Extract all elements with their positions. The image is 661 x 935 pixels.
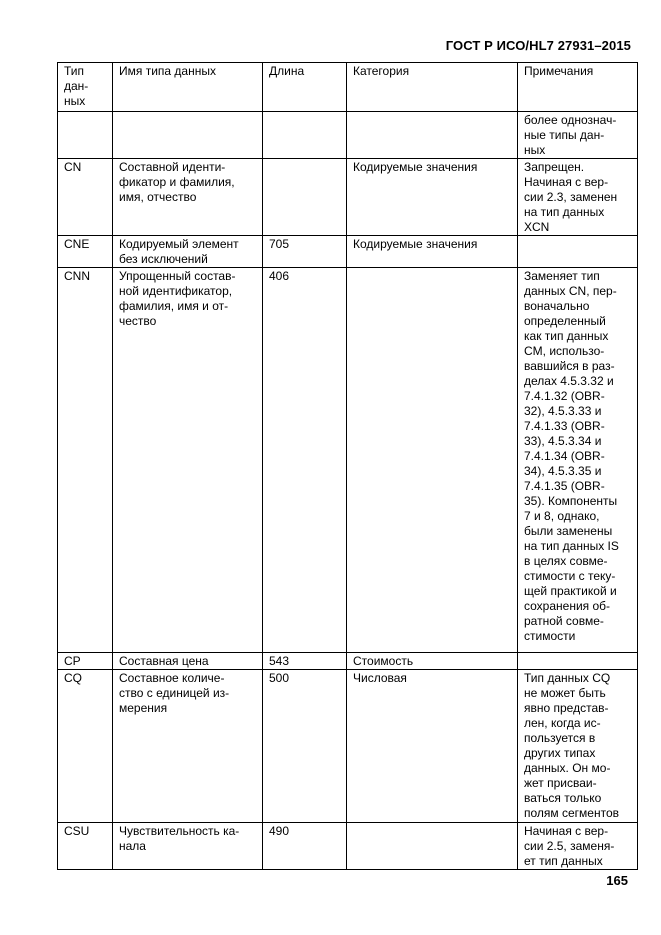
- cell-category: [347, 159, 518, 236]
- cell-category: [347, 112, 518, 159]
- cell-category: [347, 268, 518, 653]
- cell-notes: [518, 653, 638, 670]
- column-header-type: [58, 63, 113, 112]
- table-row: [58, 159, 638, 236]
- cell-name: [113, 268, 263, 653]
- table-header-row: [58, 63, 638, 112]
- cell-name: [113, 670, 263, 823]
- cell-text: Числовая: [353, 671, 407, 685]
- table-row: [58, 112, 638, 159]
- cell-length: [263, 236, 347, 268]
- cell-text: Кодируемые значения: [353, 160, 478, 174]
- cell-name: [113, 159, 263, 236]
- cell-text: Чувствительность ка- нала: [119, 824, 240, 853]
- column-header-label: Категория: [353, 64, 410, 78]
- cell-text: CNE: [64, 237, 90, 251]
- cell-text: Составная цена: [119, 654, 209, 668]
- cell-length: [263, 159, 347, 236]
- column-header-category: [347, 63, 518, 112]
- cell-notes: [518, 268, 638, 653]
- cell-text: 543: [269, 654, 290, 668]
- cell-name: [113, 823, 263, 870]
- cell-text: CNN: [64, 269, 90, 283]
- cell-text: Кодируемые значения: [353, 237, 478, 251]
- cell-text: Кодируемый элемент без исключений: [119, 237, 239, 266]
- cell-text: CP: [64, 654, 81, 668]
- cell-text: CSU: [64, 824, 90, 838]
- column-header-notes: [518, 63, 638, 112]
- table-row: [58, 670, 638, 823]
- column-header-label: Тип дан- ных: [64, 64, 89, 108]
- cell-length: [263, 653, 347, 670]
- cell-text: 500: [269, 671, 290, 685]
- cell-length: [263, 112, 347, 159]
- table-row: [58, 653, 638, 670]
- cell-text: более однознач- ные типы дан- ных: [524, 113, 617, 157]
- cell-text: CN: [64, 160, 82, 174]
- cell-text: Запрещен. Начиная с вер- сии 2.3, заменен на тип данных XCN: [524, 160, 618, 234]
- cell-notes: [518, 823, 638, 870]
- cell-type: [58, 268, 113, 653]
- cell-name: [113, 112, 263, 159]
- cell-text: 705: [269, 237, 290, 251]
- cell-text: Упрощенный состав- ной идентификатор, фамилия, имя и от- чество: [119, 269, 236, 328]
- cell-category: [347, 236, 518, 268]
- column-header-label: Примечания: [524, 64, 594, 78]
- cell-type: [58, 670, 113, 823]
- cell-text: 490: [269, 824, 290, 838]
- cell-notes: [518, 670, 638, 823]
- table-row: [58, 236, 638, 268]
- cell-text: Тип данных CQ не может быть явно представ- лен, когда ис- пользуется в других типах данных. Он мо- жет присваи- ваться только полям сегментов: [524, 671, 620, 820]
- cell-category: [347, 823, 518, 870]
- cell-category: [347, 670, 518, 823]
- data-types-table: [57, 62, 638, 870]
- cell-type: [58, 823, 113, 870]
- column-header-name: [113, 63, 263, 112]
- document-header: ГОСТ Р ИСО/HL7 27931–2015: [445, 38, 631, 53]
- cell-text: Стоимость: [353, 654, 414, 668]
- cell-length: [263, 670, 347, 823]
- column-header-label: Имя типа данных: [119, 64, 216, 78]
- cell-text: Начиная с вер- сии 2.5, заменя- ет тип данных: [524, 824, 615, 868]
- page-number: 165: [606, 873, 628, 888]
- table-row: [58, 268, 638, 653]
- cell-length: [263, 823, 347, 870]
- cell-category: [347, 653, 518, 670]
- cell-text: CQ: [64, 671, 82, 685]
- cell-notes: [518, 159, 638, 236]
- cell-text: Составной иденти- фикатор и фамилия, имя, отчество: [119, 160, 235, 204]
- cell-type: [58, 653, 113, 670]
- cell-notes: [518, 236, 638, 268]
- cell-name: [113, 653, 263, 670]
- column-header-label: Длина: [269, 64, 305, 78]
- cell-notes: [518, 112, 638, 159]
- cell-text: Составное количе- ство с единицей из- мерения: [119, 671, 230, 715]
- column-header-length: [263, 63, 347, 112]
- cell-type: [58, 236, 113, 268]
- cell-type: [58, 112, 113, 159]
- cell-name: [113, 236, 263, 268]
- cell-type: [58, 159, 113, 236]
- cell-text: Заменяет тип данных CN, пер- воначально определенный как тип данных CM, использо- вавшийся в раз- делах 4.5.3.32 и 7.4.1.32 (OBR- 32), 4.5.3.33 и 7.4.1.33 (OBR- 33), 4.5.3.34 и 7.4.1.34 (OBR- 34), 4.5.3.35 и 7.4.1.35 (OBR- 35). Компоненты 7 и 8, однако, были заменены на тип данных IS в целях совме- стимости с теку- щей практикой и сохранения об- ратной совме- стимости: [524, 269, 619, 643]
- table-row: [58, 823, 638, 870]
- cell-length: [263, 268, 347, 653]
- cell-text: 406: [269, 269, 290, 283]
